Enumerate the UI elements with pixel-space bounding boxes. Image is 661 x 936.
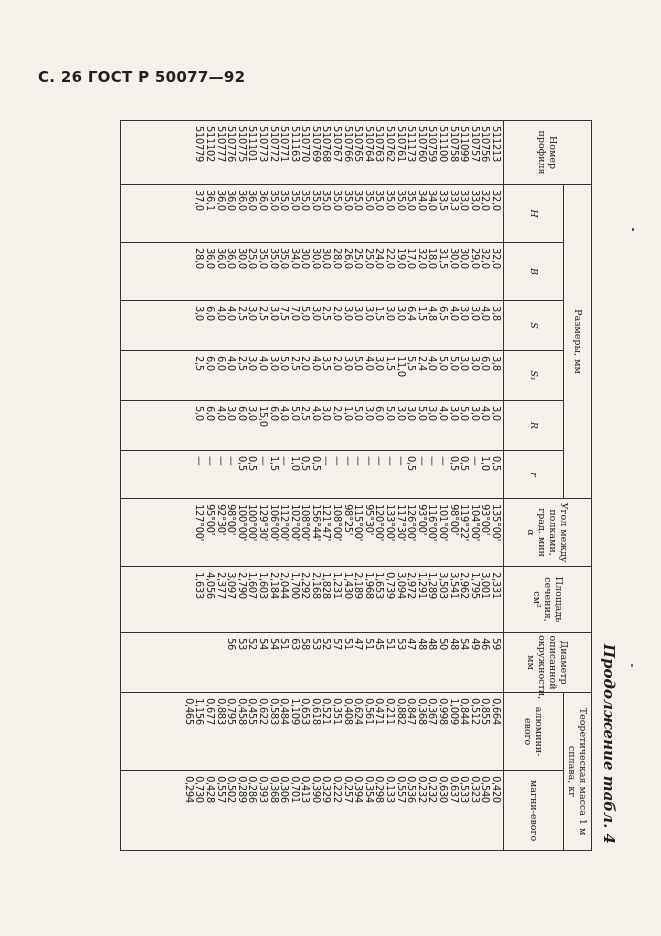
header-alpha: α bbox=[525, 529, 537, 536]
header-angle bbox=[504, 499, 592, 567]
header-mass: Теоретическая масса 1 м сплава, кг bbox=[564, 693, 592, 851]
col-angle: 135°00' 93°00' 104°00' 119°22' 98°00' 101°00' 116°00' 93°00' 126°00' 117°30' 133°00' 120°00' 95°30' 115°00' 98°25' 108°00' 121°47' 156°44' 108°00' 102°00' 112°00' 106°00' 129°30' 100°00' 100°00' 98°00' 92°30' 95°00' 127°00' bbox=[121, 499, 504, 567]
header-angle-text: Угол между полками, град. мин bbox=[536, 502, 570, 563]
margin-mark bbox=[631, 664, 633, 667]
col-s: 3,8 4,0 3,0 3,0 4,0 6,5 4,8 1,5 6,4 3,0 3,0 1,5 3,0 3,0 3,0 2,0 2,5 3,0 5,0 7,0 7,5 3,0 2,5 3,0 2,5 4,0 4,0 6,0 3,0 bbox=[121, 301, 504, 351]
header-profile-no: Номер профиля bbox=[504, 121, 592, 185]
col-magnesium: 0,420 0,540 0,323 0,533 0,637 0,630 0,232 0,232 0,536 0,557 0,133 0,298 0,354 0,394 0,257 0,222 0,329 0,390 0,413 0,701 0,306 0,368 0,393 0,286 0,289 0,502 0,557 0,428 0,730 0,294 bbox=[121, 771, 504, 851]
header-s: S bbox=[504, 301, 564, 351]
col-profile-no: 511213 510756 510757 511099 510758 511100 510759 510760 511173 510761 510762 510763 510764 510765 510766 510767 510768 510769 510770 511163 510771 510772 510773 511101 510775 510776 510777 511102 510779 bbox=[121, 121, 504, 185]
col-h: 32,0 32,0 33,0 33,0 33,3 33,5 34,0 34,0 35,0 35,0 35,0 35,0 35,0 35,0 35,0 35,0 35,0 35,0 35,0 35,0 35,0 35,0 36,0 36,0 36,0 36,0 36,0 36,1 37,0 bbox=[121, 185, 504, 243]
col-s1: 3,8 6,0 3,0 3,0 5,0 5,0 4,0 2,4 5,5 11,0 1,5 3,0 4,0 5,0 3,0 2,0 3,5 4,0 2,0 2,5 5,0 3,0 4,0 3,0 2,5 4,0 6,0 6,0 2,5 bbox=[121, 351, 504, 401]
col-diameter: 59 46 49 54 48 50 48 48 47 53 51 45 51 47 51 57 52 53 58 63 51 54 54 52 53 56 bbox=[121, 633, 504, 693]
header-dimensions: Размеры, мм bbox=[564, 185, 592, 499]
header-r-big: R bbox=[504, 401, 564, 451]
header-b: B bbox=[504, 243, 564, 301]
table-caption: Продолжение табл. 4 bbox=[600, 643, 618, 844]
header-r-small: r bbox=[504, 451, 564, 499]
col-b: 32,0 32,0 29,0 30,0 30,0 31,5 18,0 32,0 17,0 19,0 22,0 24,0 25,0 25,0 26,0 28,0 30,0 30,0 30,0 34,0 35,0 35,0 35,0 25,0 30,0 36,0 36,0 36,0 28,0 bbox=[121, 243, 504, 301]
col-r-big: 3,0 4,0 3,0 5,0 3,0 4,0 3,0 5,0 3,0 3,0 5,0 6,0 3,0 5,0 1,0 2,0 3,0 4,0 2,5 5,0 4,0 6,0 15,0 3,0 6,0 3,0 4,0 6,0 5,0 bbox=[121, 401, 504, 451]
profiles-table bbox=[120, 120, 592, 851]
rotated-table-block bbox=[120, 120, 620, 850]
col-r-small: 0,5 1,0 — 0,5 0,5 — — — 0,5 — — — — — — — — 0,5 0,5 1,0 — 1,5 — 0,5 0,5 — — — — bbox=[121, 451, 504, 499]
header-h: H bbox=[504, 185, 564, 243]
page-header: С. 26 ГОСТ Р 50077—92 bbox=[38, 68, 246, 86]
col-area: 2,331 3,001 1,795 2,962 3,541 3,503 1,289 1,291 2,972 3,094 0,739 1,653 1,968 2,189 1,430 1,231 1,828 2,168 2,292 1,700 2,044 2,184 1,603 1,607 2,790 3,097 2,377 4,056 1,633 bbox=[121, 567, 504, 633]
header-magnesium: магни-евого bbox=[504, 771, 564, 851]
header-aluminium: алюмини-евого bbox=[504, 693, 564, 771]
col-aluminium: 0,664 0,855 0,512 0,844 1,009 0,998 0,367 0,368 0,847 0,882 0,211 0,471 0,561 0,624 0,408 0,351 0,521 0,618 0,653 1,109 0,484 0,583 0,622 0,455 0,458 0,795 0,883 0,677 1,156 0,465 bbox=[121, 693, 504, 771]
header-area: Площадь сечения, см² bbox=[504, 567, 592, 633]
header-s1: S₁ bbox=[504, 351, 564, 401]
margin-mark bbox=[632, 228, 634, 231]
header-diameter: Диаметр описанной окружности, мм bbox=[504, 633, 592, 693]
